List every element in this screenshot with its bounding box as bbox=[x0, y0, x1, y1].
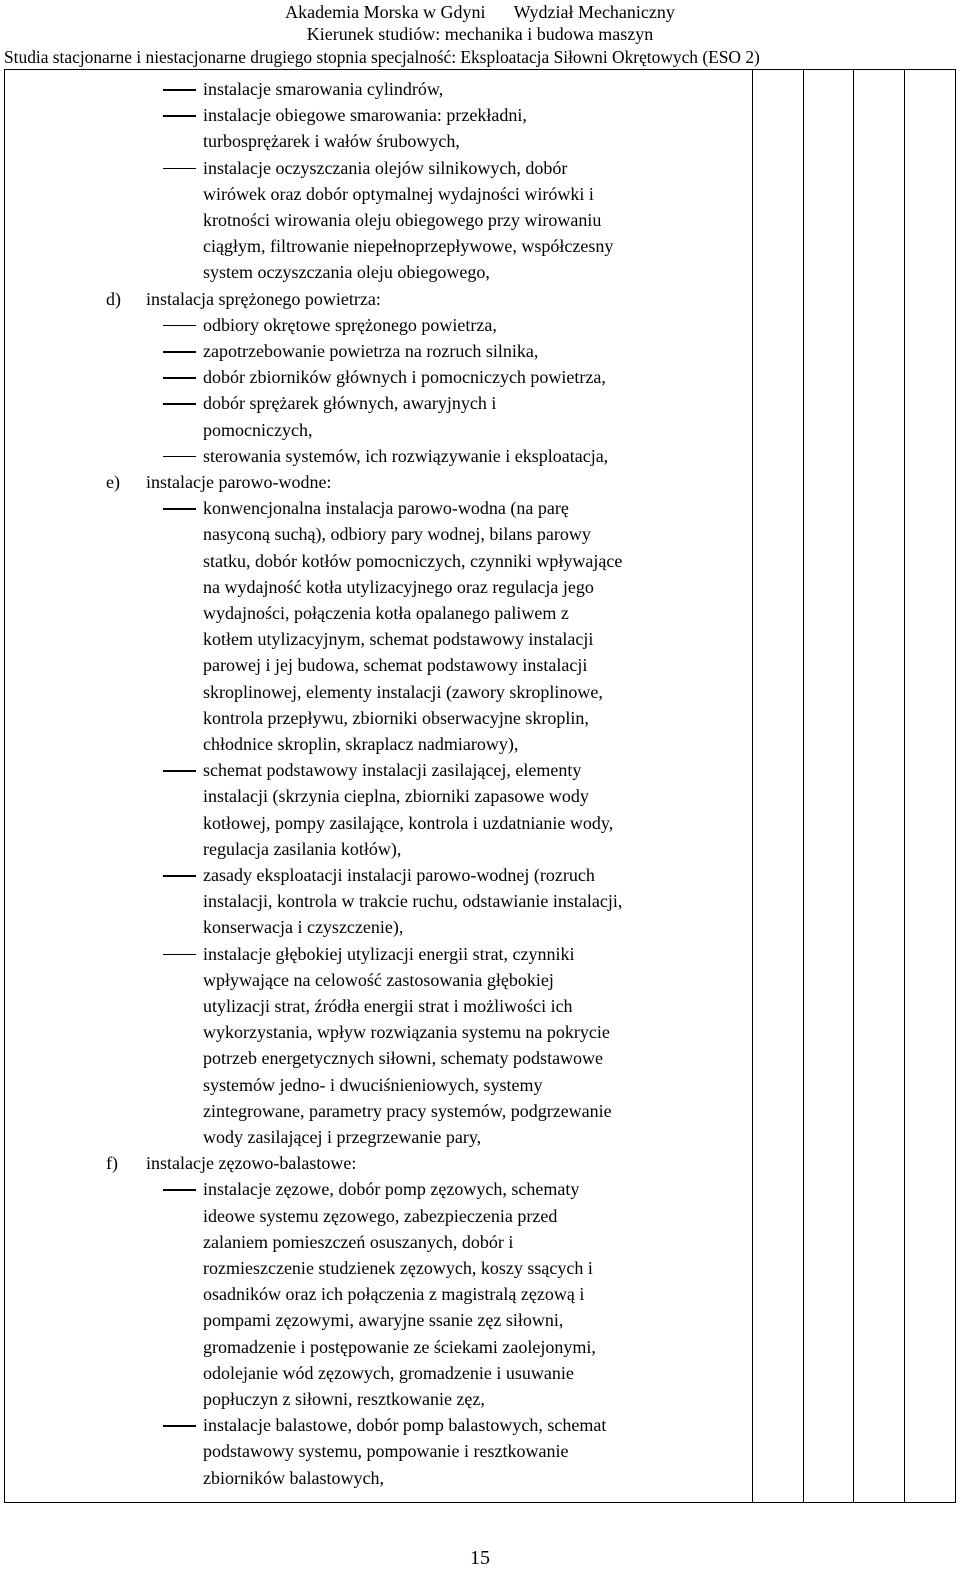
list-item: zapotrzebowanie powietrza na rozruch silnika, bbox=[203, 341, 539, 361]
list-item: instalacje oczyszczania olejów silnikowych, dobór wirówek oraz dobór optymalnej wydajności wirówki i krotności wirowania oleju obiegowego przy wirowaniu ciągłym, filtrowanie niepełnoprzepływowe, współczesny system oczyszczania oleju obiegowego, bbox=[203, 157, 614, 283]
dash-bullet bbox=[163, 351, 196, 353]
list-item: instalacje balastowe, dobór pomp balastowych, schemat podstawowy systemu, pompowanie i resztkowanie zbiorników balastowych, bbox=[203, 1415, 607, 1488]
header-faculty: Wydział Mechaniczny bbox=[513, 2, 675, 22]
section-title: instalacje parowo-wodne: bbox=[146, 472, 332, 492]
page-number: 15 bbox=[470, 1547, 490, 1569]
section-label: d) bbox=[106, 288, 121, 309]
list-item: dobór sprężarek głównych, awaryjnych i pomocniczych, bbox=[203, 393, 497, 440]
list-item: zasady eksploatacji instalacji parowo-wodnej (rozruch instalacji, kontrola w trakcie ruchu, odstawianie instalacji, konserwacja i czyszczenie), bbox=[203, 865, 623, 938]
list-item: instalacje obiegowe smarowania: przekładni, turbosprężarek i wałów śrubowych, bbox=[203, 105, 527, 152]
dash-bullet bbox=[163, 377, 196, 379]
list-item: konwencjonalna instalacja parowo-wodna (na parę nasyconą suchą), odbiory pary wodnej, bilans parowy statku, dobór kotłów pomocniczych, czynniki wpływające na wydajność kotła utylizacyjnego oraz regulacja jego wydajności, połączenia kotła opalanego paliwem z kotłem utylizacyjnym, schemat podstawowy instalacji parowej i jej budowa, schemat podstawowy instalacji skroplinowej, elementy instalacji (zawory skroplinowe, kontrola przepływu, zbiorniki obserwacyjne skroplin, chłodnice skroplin, skraplacz nadmiarowy), bbox=[203, 498, 623, 755]
dash-bullet bbox=[163, 115, 196, 117]
section-label: e) bbox=[106, 472, 120, 492]
section-label: f) bbox=[106, 1153, 118, 1174]
section-title: instalacje zęzowo-balastowe: bbox=[146, 1153, 357, 1174]
table-column-divider bbox=[752, 69, 753, 1503]
header-field: Kierunek studiów: mechanika i budowa maszyn bbox=[306, 24, 654, 44]
header-institution: Akademia Morska w Gdyni bbox=[285, 2, 486, 22]
dash-bullet bbox=[163, 954, 196, 956]
table-border-right bbox=[955, 69, 956, 1503]
dash-bullet bbox=[163, 1425, 196, 1427]
list-item: sterowania systemów, ich rozwiązywanie i eksploatacja, bbox=[203, 445, 609, 466]
header-line-1 bbox=[0, 1, 960, 23]
dash-bullet bbox=[163, 403, 196, 405]
dash-bullet bbox=[163, 508, 196, 510]
dash-bullet bbox=[163, 770, 196, 772]
list-item: instalacje głębokiej utylizacji energii strat, czynniki wpływające na celowość zastosowania głębokiej utylizacji strat, źródła energii strat i możliwości ich wykorzystania, wpływ rozwiązania systemu na pokrycie potrzeb energetycznych siłowni, schematy podstawowe systemów jedno- i dwuciśnieniowych, systemy zintegrowane, parametry pracy systemów, podgrzewanie wody zasilającej i przegrzewanie pary, bbox=[203, 943, 612, 1148]
dash-bullet bbox=[163, 875, 196, 877]
dash-bullet bbox=[163, 168, 196, 170]
table-column-divider bbox=[803, 69, 804, 1503]
list-item: schemat podstawowy instalacji zasilającej, elementy instalacji (skrzynia cieplna, zbiorniki zapasowe wody kotłowej, pompy zasilające, kontrola i uzdatnianie wody, regulacja zasilania kotłów), bbox=[203, 760, 614, 859]
table-column-divider bbox=[853, 69, 854, 1503]
list-item: dobór zbiorników głównych i pomocniczych powietrza, bbox=[203, 367, 606, 388]
list-item: instalacje zęzowe, dobór pomp zęzowych, schematy ideowe systemu zęzowego, zabezpieczenia przed zalaniem pomieszczeń osuszanych, dobór i rozmieszczenie studzienek zęzowych, koszy ssących i osadników oraz ich połączenia z magistralą zęzową i pompami zęzowymi, awaryjne ssanie zęz siłowni, gromadzenie i postępowanie ze ściekami zaolejonymi, odolejanie wód zęzowych, gromadzenie i usuwanie popłuczyn z siłowni, resztkowanie zęz, bbox=[203, 1179, 596, 1410]
dash-bullet bbox=[163, 89, 196, 91]
dash-bullet bbox=[163, 456, 196, 458]
header-specialty: Studia stacjonarne i niestacjonarne drugiego stopnia specjalność: Eksploatacja Siłowni Okrętowych (ESO 2) bbox=[4, 47, 760, 67]
list-item: odbiory okrętowe sprężonego powietrza, bbox=[203, 314, 497, 335]
table-column-divider bbox=[904, 69, 905, 1503]
list-item: instalacje smarowania cylindrów, bbox=[203, 79, 444, 99]
section-title: instalacja sprężonego powietrza: bbox=[146, 288, 381, 309]
dash-bullet bbox=[163, 325, 196, 327]
table-border-left bbox=[4, 69, 5, 1503]
dash-bullet bbox=[163, 1189, 196, 1191]
table-top-rule bbox=[4, 69, 956, 70]
table-bottom-rule bbox=[4, 1502, 956, 1503]
